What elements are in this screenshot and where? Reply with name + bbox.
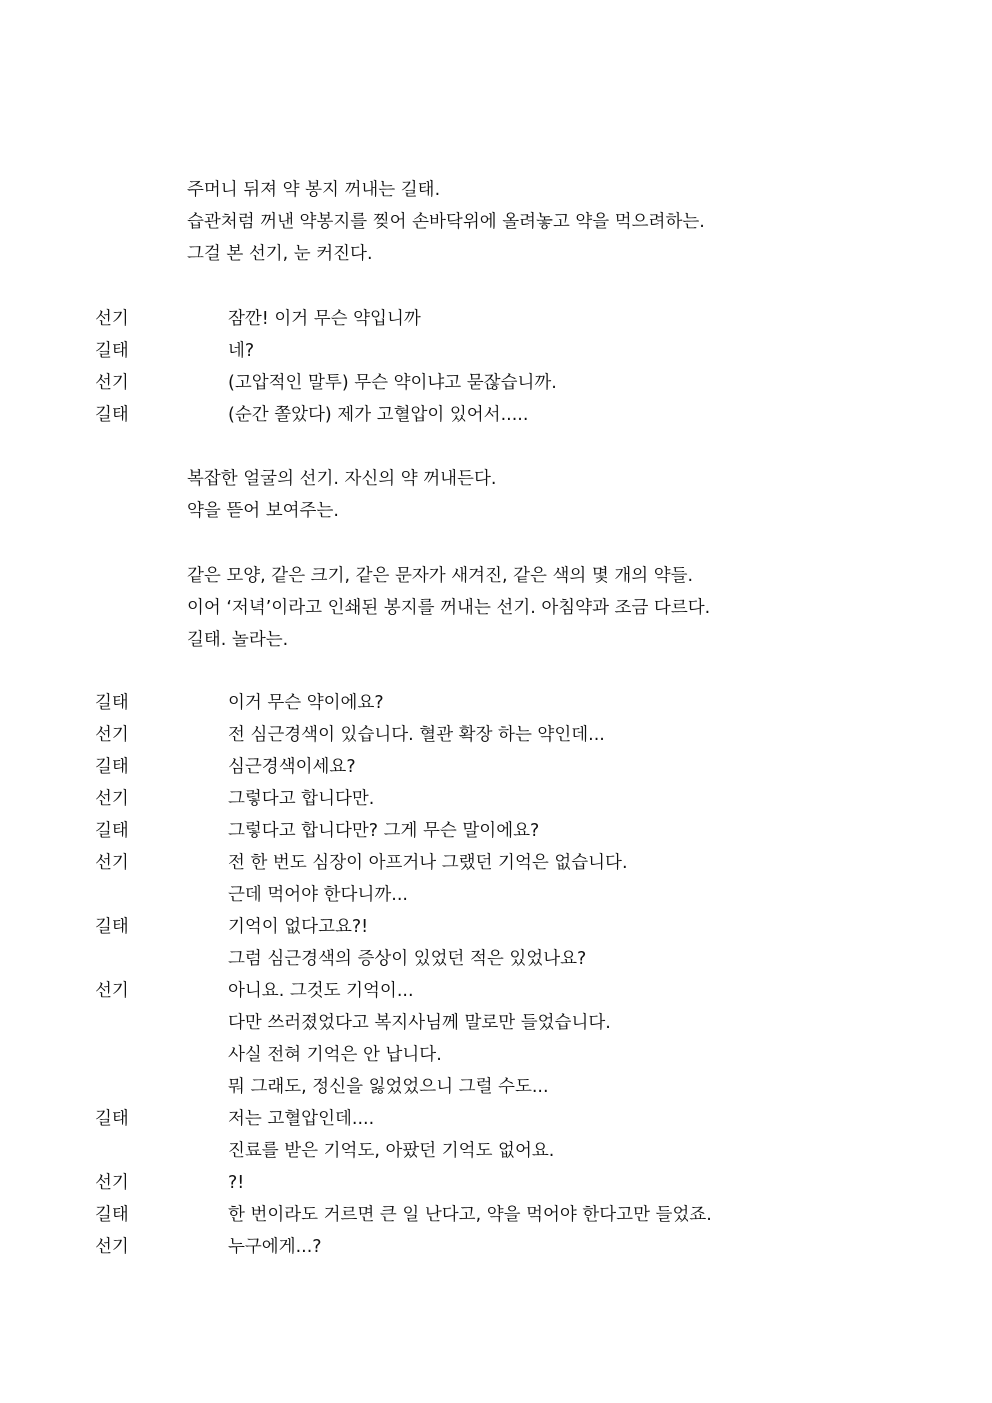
speaker-name: 선기 — [95, 1237, 129, 1257]
dialogue-row — [0, 1167, 992, 1199]
dialogue-row — [0, 975, 992, 1007]
dialogue-line: 한 번이라도 거르면 큰 일 난다고, 약을 먹어야 한다고만 들었죠. — [228, 1205, 712, 1225]
dialogue-row — [0, 1007, 992, 1039]
dialogue-line: 잠깐! 이거 무슨 약입니까 — [228, 309, 421, 329]
action-line: 그걸 본 선기, 눈 커진다. — [187, 244, 373, 264]
action-line: 주머니 뒤져 약 봉지 꺼내는 길태. — [187, 180, 441, 200]
dialogue-row — [0, 1071, 992, 1103]
speaker-name: 선기 — [95, 981, 129, 1001]
dialogue-row — [0, 1135, 992, 1167]
dialogue-line: 뭐 그래도, 정신을 잃었었으니 그럴 수도... — [228, 1077, 549, 1097]
dialogue-line: 근데 먹어야 한다니까... — [228, 885, 408, 905]
dialogue-row — [0, 335, 992, 367]
dialogue-line: 그렇다고 합니다만. — [228, 789, 375, 809]
speaker-name: 선기 — [95, 725, 129, 745]
dialogue-row — [0, 367, 992, 399]
dialogue-line: 다만 쓰러졌었다고 복지사님께 말로만 들었습니다. — [228, 1013, 611, 1033]
dialogue-line: 저는 고혈압인데.... — [228, 1109, 375, 1129]
dialogue-row — [0, 399, 992, 431]
dialogue-line: (고압적인 말투) 무슨 약이냐고 묻잖습니까. — [228, 373, 557, 393]
dialogue-row — [0, 1231, 992, 1263]
speaker-name: 길태 — [95, 757, 129, 777]
dialogue-line: 그럼 심근경색의 증상이 있었던 적은 있었나요? — [228, 949, 587, 969]
dialogue-row — [0, 911, 992, 943]
action-line: 습관처럼 꺼낸 약봉지를 찢어 손바닥위에 올려놓고 약을 먹으려하는. — [187, 212, 705, 232]
action-line: 같은 모양, 같은 크기, 같은 문자가 새겨진, 같은 색의 몇 개의 약들. — [187, 566, 694, 586]
speaker-name: 길태 — [95, 821, 129, 841]
dialogue-row — [0, 687, 992, 719]
dialogue-row — [0, 303, 992, 335]
speaker-name: 길태 — [95, 693, 129, 713]
action-line: 약을 뜯어 보여주는. — [187, 501, 339, 521]
speaker-name: 길태 — [95, 405, 129, 425]
dialogue-line: 전 심근경색이 있습니다. 혈관 확장 하는 약인데... — [228, 725, 605, 745]
dialogue-row — [0, 751, 992, 783]
speaker-name: 선기 — [95, 373, 129, 393]
action-line: 복잡한 얼굴의 선기. 자신의 약 꺼내든다. — [187, 469, 497, 489]
dialogue-line: (순간 쫄았다) 제가 고혈압이 있어서..... — [228, 405, 529, 425]
speaker-name: 선기 — [95, 853, 129, 873]
dialogue-line: 그렇다고 합니다만? 그게 무슨 말이에요? — [228, 821, 540, 841]
dialogue-line: 이거 무슨 약이에요? — [228, 693, 384, 713]
dialogue-line: 아니요. 그것도 기억이... — [228, 981, 414, 1001]
dialogue-line: 진료를 받은 기억도, 아팠던 기억도 없어요. — [228, 1141, 555, 1161]
dialogue-line: 사실 전혀 기억은 안 납니다. — [228, 1045, 442, 1065]
dialogue-row — [0, 879, 992, 911]
dialogue-row — [0, 1103, 992, 1135]
dialogue-row — [0, 943, 992, 975]
dialogue-row — [0, 815, 992, 847]
dialogue-row — [0, 1039, 992, 1071]
speaker-name: 길태 — [95, 1109, 129, 1129]
dialogue-line: 기억이 없다고요?! — [228, 917, 369, 937]
action-line: 길태. 놀라는. — [187, 630, 289, 650]
dialogue-row — [0, 719, 992, 751]
dialogue-row — [0, 783, 992, 815]
speaker-name: 선기 — [95, 309, 129, 329]
speaker-name: 길태 — [95, 917, 129, 937]
speaker-name: 선기 — [95, 1173, 129, 1193]
action-line: 이어 ‘저녁’이라고 인쇄된 봉지를 꺼내는 선기. 아침약과 조금 다르다. — [187, 598, 711, 618]
dialogue-row — [0, 847, 992, 879]
speaker-name: 길태 — [95, 1205, 129, 1225]
speaker-name: 길태 — [95, 341, 129, 361]
dialogue-line: 누구에게...? — [228, 1237, 322, 1257]
speaker-name: 선기 — [95, 789, 129, 809]
dialogue-line: 전 한 번도 심장이 아프거나 그랬던 기억은 없습니다. — [228, 853, 628, 873]
dialogue-line: 심근경색이세요? — [228, 757, 356, 777]
dialogue-line: 네? — [228, 341, 255, 361]
dialogue-row — [0, 1199, 992, 1231]
dialogue-line: ?! — [228, 1173, 245, 1193]
